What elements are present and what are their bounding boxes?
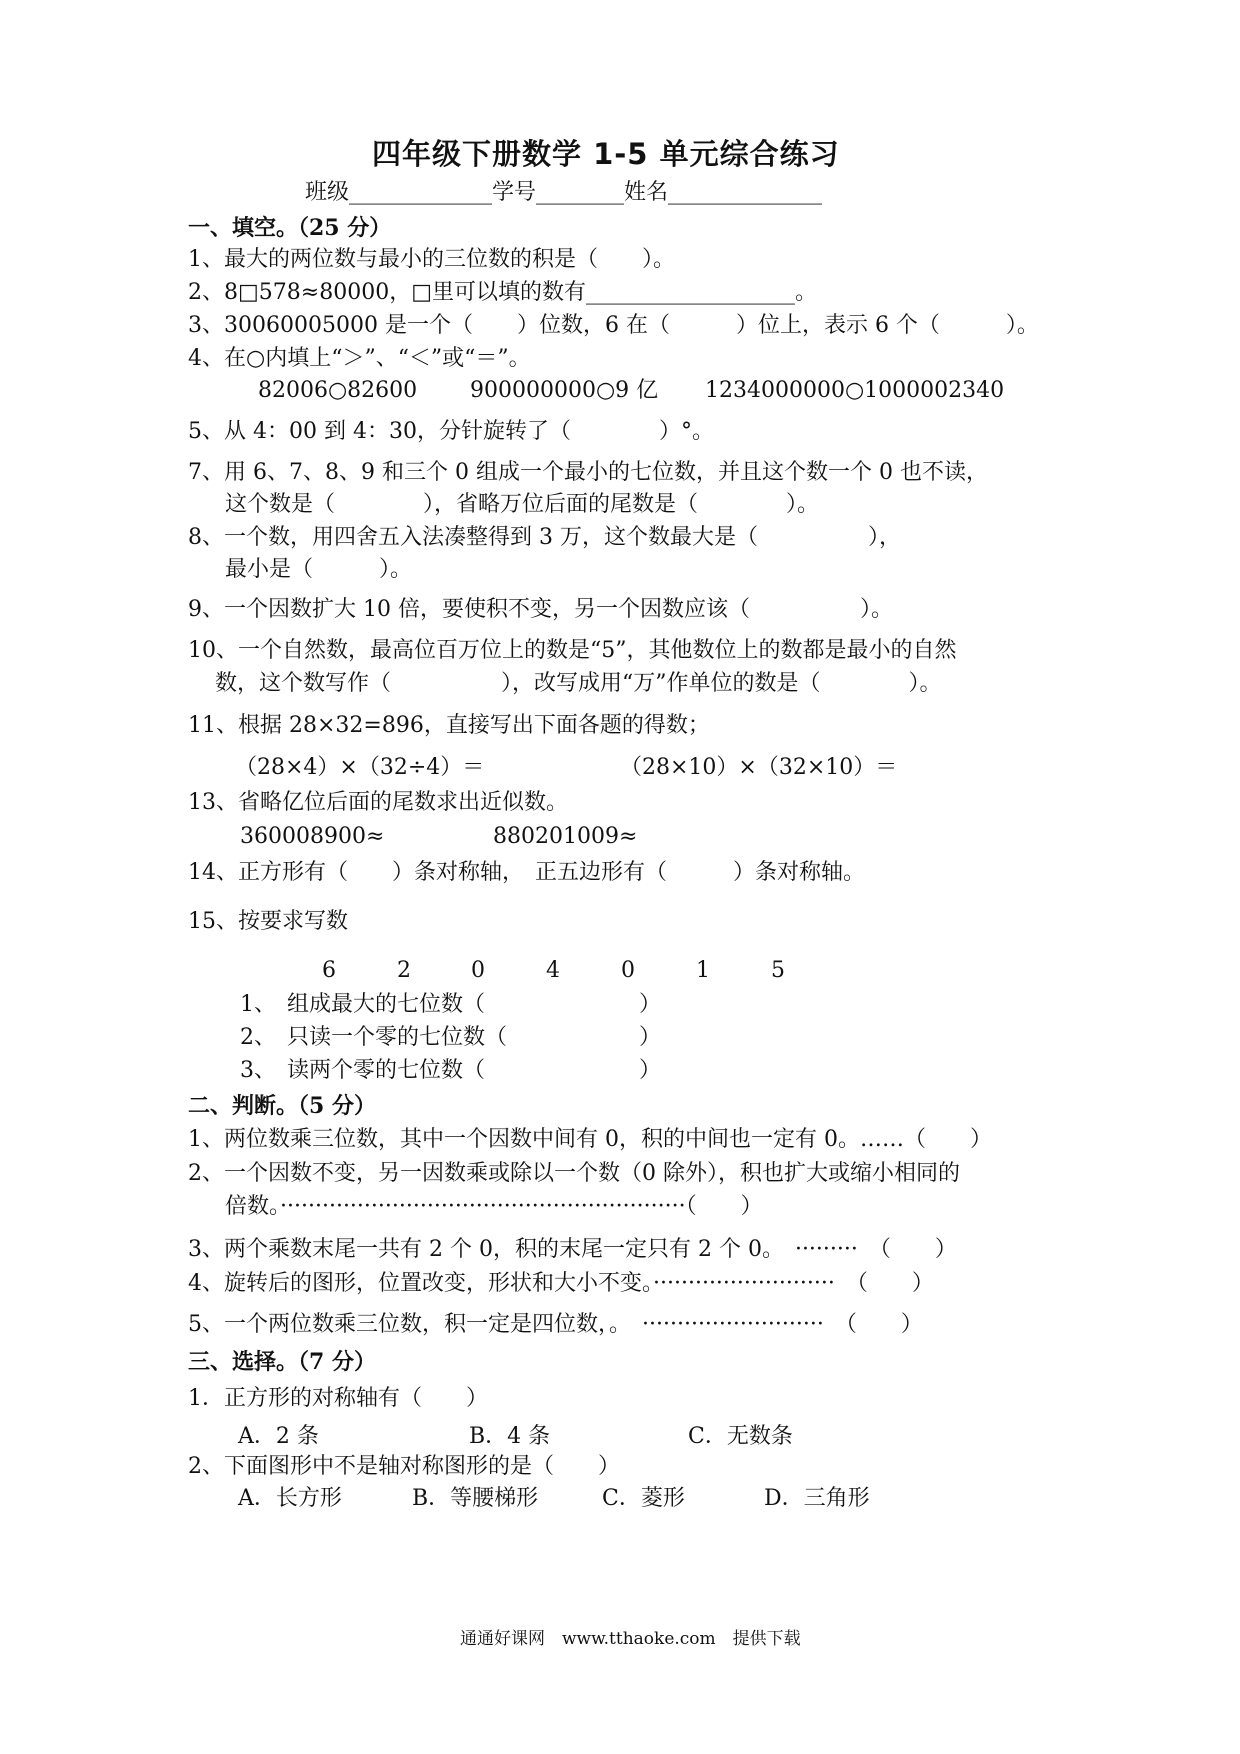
- question-5: 5、从 4：00 到 4：30，分针旋转了（ ）°。: [188, 419, 714, 444]
- judge-5: 5、一个两位数乘三位数，积一定是四位数，。 ·························· （ ）: [188, 1312, 923, 1337]
- write-number-item: 2、 只读一个零的七位数（ ）: [240, 1025, 661, 1050]
- question-10-line2: 数，这个数写作（ ），改写成用“万”作单位的数是（ ）。: [215, 671, 942, 696]
- write-number-item: 1、 组成最大的七位数（ ）: [240, 992, 661, 1017]
- digit: 1: [696, 958, 710, 983]
- question-7-line2: 这个数是（ ），省略万位后面的尾数是（ ）。: [225, 492, 820, 517]
- section2-heading: 二、判断。（5 分）: [188, 1093, 376, 1119]
- question-8-line1: 8、一个数，用四舍五入法凑整得到 3 万，这个数最大是（ ），: [188, 525, 901, 550]
- question-14: 14、正方形有（ ）条对称轴， 正五边形有（ ）条对称轴。: [188, 860, 865, 885]
- choice-option: A．2 条: [238, 1424, 319, 1449]
- compare-item: 82006○82600: [258, 378, 418, 403]
- question-4: 4、在○内填上“＞”、“＜”或“＝”。: [188, 346, 531, 371]
- section3-heading: 三、选择。（7 分）: [188, 1349, 376, 1375]
- choice-option: A．长方形: [238, 1486, 342, 1511]
- digit: 4: [546, 958, 560, 983]
- judge-2-line2: 倍数。··························································（ ）: [225, 1194, 763, 1219]
- digit: 2: [397, 958, 411, 983]
- judge-1: 1、两位数乘三位数，其中一个因数中间有 0，积的中间也一定有 0。……（ ）: [188, 1127, 992, 1152]
- page-title: 四年级下册数学 1-5 单元综合练习: [372, 137, 840, 171]
- calc-item: （28×4）×（32÷4）＝: [235, 755, 485, 780]
- calc-item: （28×10）×（32×10）＝: [620, 755, 898, 780]
- digit: 0: [471, 958, 485, 983]
- choice-2: 2、下面图形中不是轴对称图形的是（ ）: [188, 1454, 620, 1479]
- footer-download-note: 通通好课网 www.tthaoke.com 提供下载: [460, 1629, 801, 1649]
- question-13: 13、省略亿位后面的尾数求出近似数。: [188, 790, 568, 815]
- question-10-line1: 10、一个自然数，最高位百万位上的数是“5”，其他数位上的数都是最小的自然: [188, 638, 957, 663]
- choice-option: B．4 条: [469, 1424, 551, 1449]
- choice-1: 1．正方形的对称轴有（ ）: [188, 1386, 488, 1411]
- judge-4: 4、旋转后的图形，位置改变，形状和大小不变。·························· （ ）: [188, 1271, 934, 1296]
- digit: 6: [322, 958, 336, 983]
- section1-heading: 一、填空。（25 分）: [188, 215, 392, 241]
- student-info-line: 班级_____________学号________姓名______________: [305, 180, 823, 205]
- judge-3: 3、两个乘数末尾一共有 2 个 0，积的末尾一定只有 2 个 0。 ········· （ ）: [188, 1237, 957, 1262]
- choice-option: C．菱形: [602, 1486, 685, 1511]
- approx-item: 360008900≈: [240, 824, 385, 849]
- question-11: 11、根据 28×32=896，直接写出下面各题的得数；: [188, 713, 710, 738]
- compare-item: 1234000000○1000002340: [705, 378, 1005, 403]
- question-9: 9、一个因数扩大 10 倍，要使积不变，另一个因数应该（ ）。: [188, 597, 893, 622]
- question-3: 3、30060005000 是一个（ ）位数，6 在（ ）位上，表示 6 个（ ）。: [188, 313, 1039, 338]
- compare-item: 900000000○9 亿: [470, 378, 659, 403]
- choice-option: C．无数条: [688, 1424, 793, 1449]
- approx-item: 880201009≈: [493, 824, 638, 849]
- write-number-item: 3、 读两个零的七位数（ ）: [240, 1058, 661, 1083]
- question-2: 2、8□578≈80000，□里可以填的数有___________________。: [188, 280, 817, 305]
- question-8-line2: 最小是（ ）。: [225, 557, 413, 582]
- question-7-line1: 7、用 6、7、8、9 和三个 0 组成一个最小的七位数，并且这个数一个 0 也不读，: [188, 460, 988, 485]
- judge-2-line1: 2、一个因数不变，另一因数乘或除以一个数（0 除外），积也扩大或缩小相同的: [188, 1161, 960, 1186]
- digit: 5: [771, 958, 785, 983]
- question-1: 1、最大的两位数与最小的三位数的积是（ ）。: [188, 247, 675, 272]
- digit: 0: [621, 958, 635, 983]
- question-15: 15、按要求写数: [188, 909, 348, 934]
- choice-option: D．三角形: [764, 1486, 870, 1511]
- choice-option: B．等腰梯形: [412, 1486, 539, 1511]
